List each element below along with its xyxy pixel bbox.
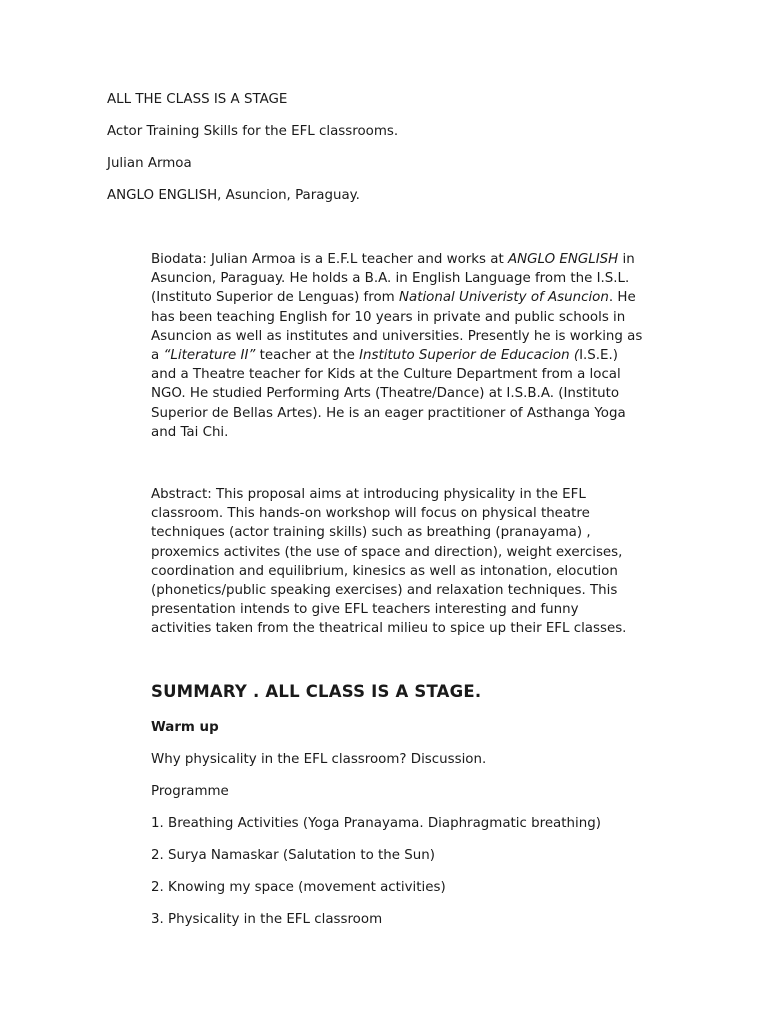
programme-item: 2. Knowing my space (movement activities) [151,880,446,895]
programme-heading: Programme [151,784,229,799]
biodata-paragraph: Biodata: Julian Armoa is a E.F.L teacher and works at ANGLO ENGLISH in Asuncion, Paraguay. He holds a B.A. in English Language from the I.S.L. (Instituto Superior de Lenguas) from National Univeristy of Asuncion. He has been teaching English for 10 years in private and public schools in Asuncion as well as institutes and universities. Presently he is working as a “Literature II” teacher at the Instituto Superior de Educacion (I.S.E.) and a Theatre teacher for Kids at the Culture Department from a local NGO. He studied Performing Arts (Theatre/Dance) at I.S.B.A. (Instituto Superior de Bellas Artes). He is an eager practitioner of Asthanga Yoga and Tai Chi. [151,252,643,440]
author-name: Julian Armoa [107,156,192,171]
programme-item: 2. Surya Namaskar (Salutation to the Sun) [151,848,435,863]
author-affiliation: ANGLO ENGLISH, Asuncion, Paraguay. [107,188,360,203]
summary-heading: SUMMARY . ALL CLASS IS A STAGE. [151,682,482,701]
document-subtitle: Actor Training Skills for the EFL classrooms. [107,124,399,139]
abstract-paragraph: Abstract: This proposal aims at introducing physicality in the EFL classroom. This hands-on workshop will focus on physical theatre techniques (actor training skills) such as breathing (pranayama) , proxemics activites (the use of space and direction), weight exercises, coordination and equilibrium, kinesics as well as intonation, elocution (phonetics/public speaking exercises) and relaxation techniques. This presentation intends to give EFL teachers interesting and funny activities taken from the theatrical milieu to spice up their EFL classes. [151,487,627,637]
discussion-line: Why physicality in the EFL classroom? Discussion. [151,752,487,767]
programme-item: 3. Physicality in the EFL classroom [151,912,383,927]
programme-item: 1. Breathing Activities (Yoga Pranayama. Diaphragmatic breathing) [151,816,601,831]
warmup-heading: Warm up [151,720,219,735]
document-title: ALL THE CLASS IS A STAGE [107,92,288,107]
